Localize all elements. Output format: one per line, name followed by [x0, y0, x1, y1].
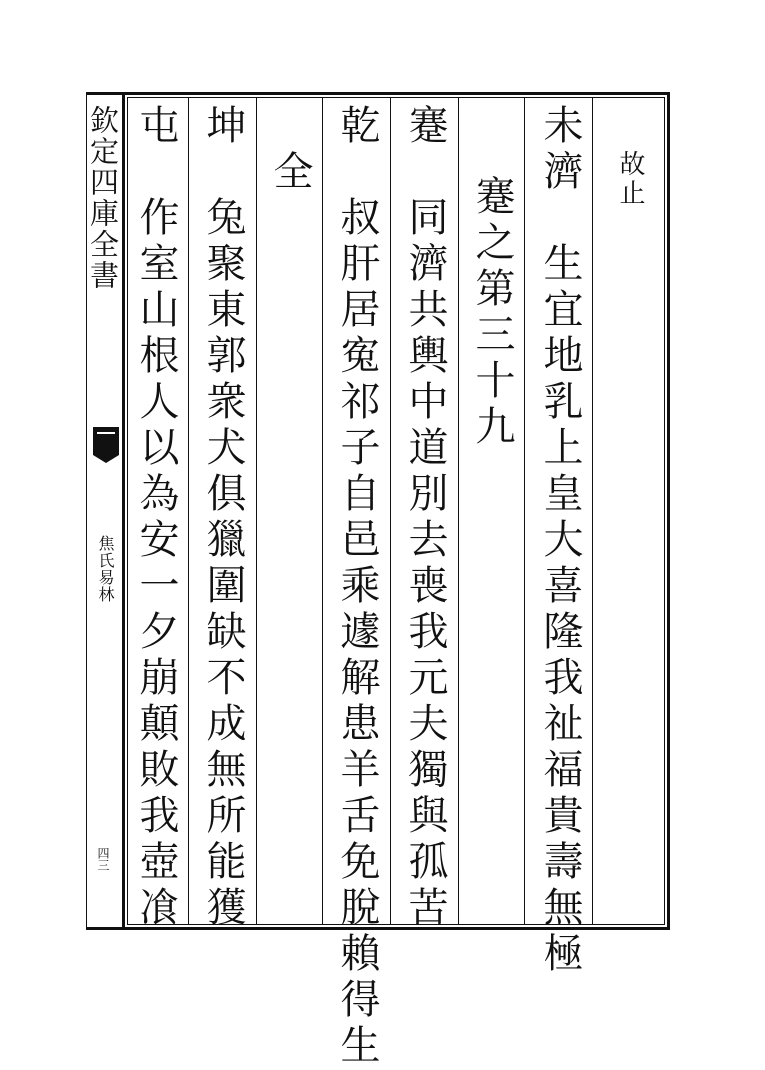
text-column-quan: 全 [267, 150, 313, 196]
fishtail-mark-icon [91, 425, 121, 465]
text-column-weiji: 未濟 生宜地乳上皇大喜隆我祉福貴壽無極 [537, 104, 583, 978]
column-divider [458, 98, 459, 924]
column-divider [524, 98, 525, 924]
text-column-jian: 蹇 同濟共輿中道別去喪我元夫獨與孤苦 [402, 104, 448, 932]
column-divider [256, 98, 257, 924]
text-column-note: 故止 [615, 150, 645, 208]
column-divider [188, 98, 189, 924]
text-column-qian: 乾 叔肝居寃祁子自邑乘遽解患羊舌免脫賴得生 [334, 104, 380, 1070]
text-column-kun: 坤 兔聚東郭衆犬俱獵圍缺不成無所能獲 [200, 104, 246, 932]
text-column-chapter-heading: 蹇之第三十九 [469, 175, 515, 451]
margin-column [86, 92, 122, 930]
column-divider [390, 98, 391, 924]
column-divider [592, 98, 593, 924]
margin-page-number: 四三 [96, 847, 110, 871]
text-column-zhun: 屯 作室山根人以為安一夕崩顛敗我壺飡 [133, 104, 179, 932]
margin-title: 欽定四庫全書 [86, 105, 120, 291]
column-divider [322, 98, 323, 924]
margin-book-title: 焦氏易林 [96, 535, 115, 603]
